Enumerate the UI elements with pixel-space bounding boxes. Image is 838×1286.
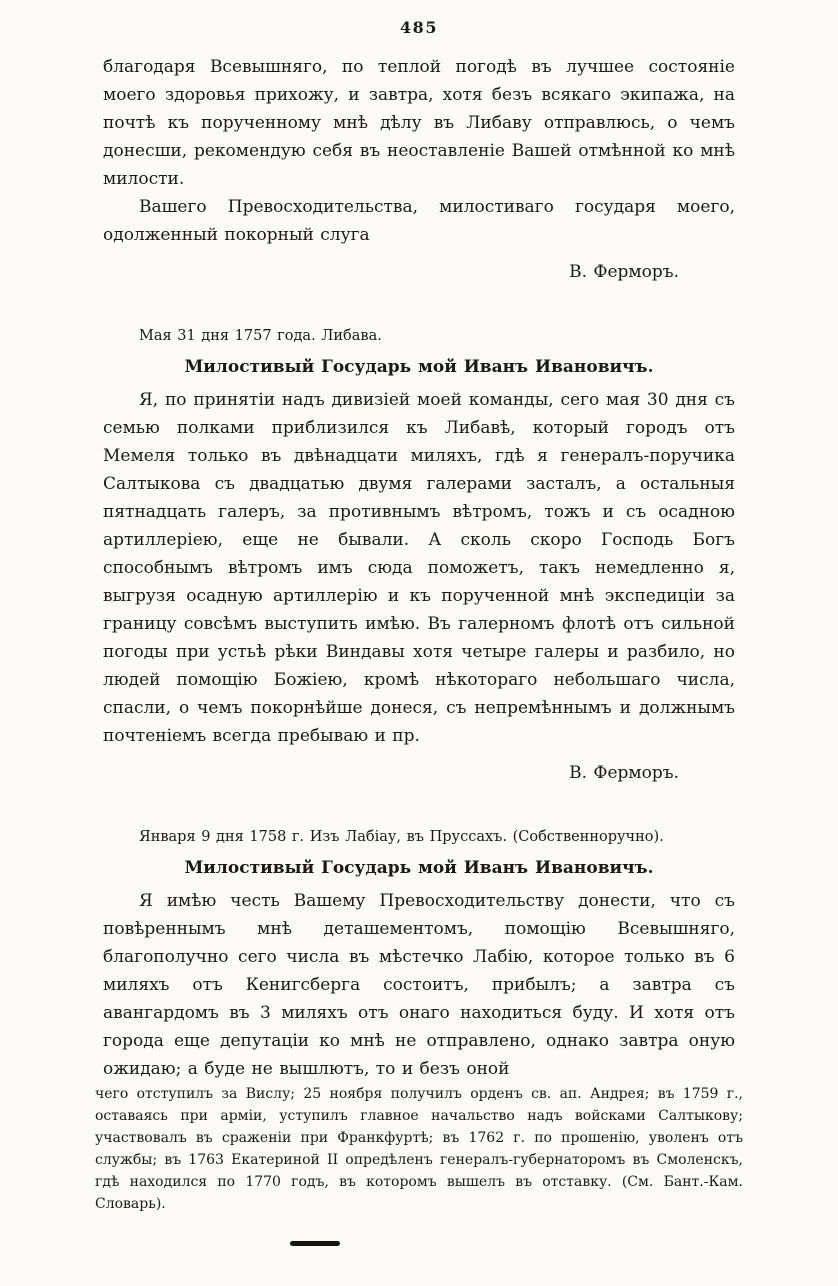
main-text-block	[103, 53, 735, 1083]
letter-body: Я имѣю честь Вашему Превосходительству донести, что съ повѣреннымъ мнѣ деташементомъ, помощію Всевышняго, благополучно сего числа въ мѣстечко Лабію, которое только въ 6 миляхъ отъ Кенигсберга состоитъ, прибылъ; а завтра съ авангардомъ въ 3 миляхъ отъ онаго находиться буду. И хотя отъ города еще депутаціи ко мнѣ не отправлено, однако завтра оную ожидаю; а буде не вышлютъ, то и безъ оной	[103, 891, 735, 1079]
letter-dateline: Января 9 дня 1758 г. Изъ Лабіау, въ Пруссахъ. (Собственноручно).	[139, 829, 664, 845]
letter-salutation: Милостивый Государь мой Иванъ Ивановичъ.	[184, 858, 654, 878]
page-number: 485	[400, 18, 438, 37]
footnote-area	[0, 1083, 838, 1286]
letter-1757-libava	[103, 324, 735, 787]
letter-dateline: Мая 31 дня 1757 года. Либава.	[139, 328, 382, 344]
paragraph-closing: Вашего Превосходительства, милостиваго государя моего, одолженный покорный слуга	[103, 197, 735, 245]
letter-body: Я, по принятіи надъ дивизіей моей команды, сего мая 30 дня съ семью полками приблизился къ Либавѣ, который городъ отъ Мемеля только въ двѣнадцати миляхъ, гдѣ я генералъ-поручика Салтыкова съ двадцатью двумя галерами засталъ, а остальныя пятнадцать галеръ, за противнымъ вѣтромъ, тожъ и съ осадною артиллеріею, еще не бывали. А сколь скоро Господь Богъ способнымъ вѣтромъ имъ сюда поможетъ, такъ немедленно я, выгрузя осадную артиллерію и къ порученной мнѣ экспедиціи за границу совсѣмъ выступить имѣю. Въ галерномъ флотѣ отъ сильной погоды при устьѣ рѣки Виндавы хотя четыре галеры и разбило, но людей помощію Божіею, кромѣ нѣкотораго небольшаго числа, спасли, о чемъ покорнѣйше донеся, съ непремѣннымъ и должнымъ почтеніемъ всегда пребываю и пр.	[103, 390, 735, 746]
section-end-rule	[290, 1241, 340, 1246]
paragraph-continuation: благодаря Всевышняго, по теплой погодѣ въ лучшее состояніе моего здоровья прихожу, и завтра, хотя безъ всякаго экипажа, на почтѣ къ порученному мнѣ дѣлу въ Либаву отправлюсь, о чемъ донесши, рекомендую себя въ неоставленіе Вашей отмѣнной ко мнѣ милости.	[103, 57, 735, 189]
signature-fermor-1: В. Ферморъ.	[569, 262, 679, 282]
letter-salutation: Милостивый Государь мой Иванъ Ивановичъ.	[184, 357, 654, 377]
letter-1758-labiau	[103, 825, 735, 1083]
signature-fermor-2: В. Ферморъ.	[569, 763, 679, 783]
footnote-text: чего отступилъ за Вислу; 25 ноября получилъ орденъ св. ап. Андрея; въ 1759 г., оставаясь при арміи, уступилъ главное начальство надъ войсками Салтыкову; участвовалъ въ сраженіи при Франкфуртѣ; въ 1762 г. по прошенію, уволенъ отъ службы; въ 1763 Екатериной II опредѣленъ генералъ-губернаторомъ въ Смоленскъ, гдѣ находился по 1770 годъ, въ которомъ вышелъ въ отставку. (См. Бант.-Кам. Словарь).	[95, 1086, 743, 1212]
